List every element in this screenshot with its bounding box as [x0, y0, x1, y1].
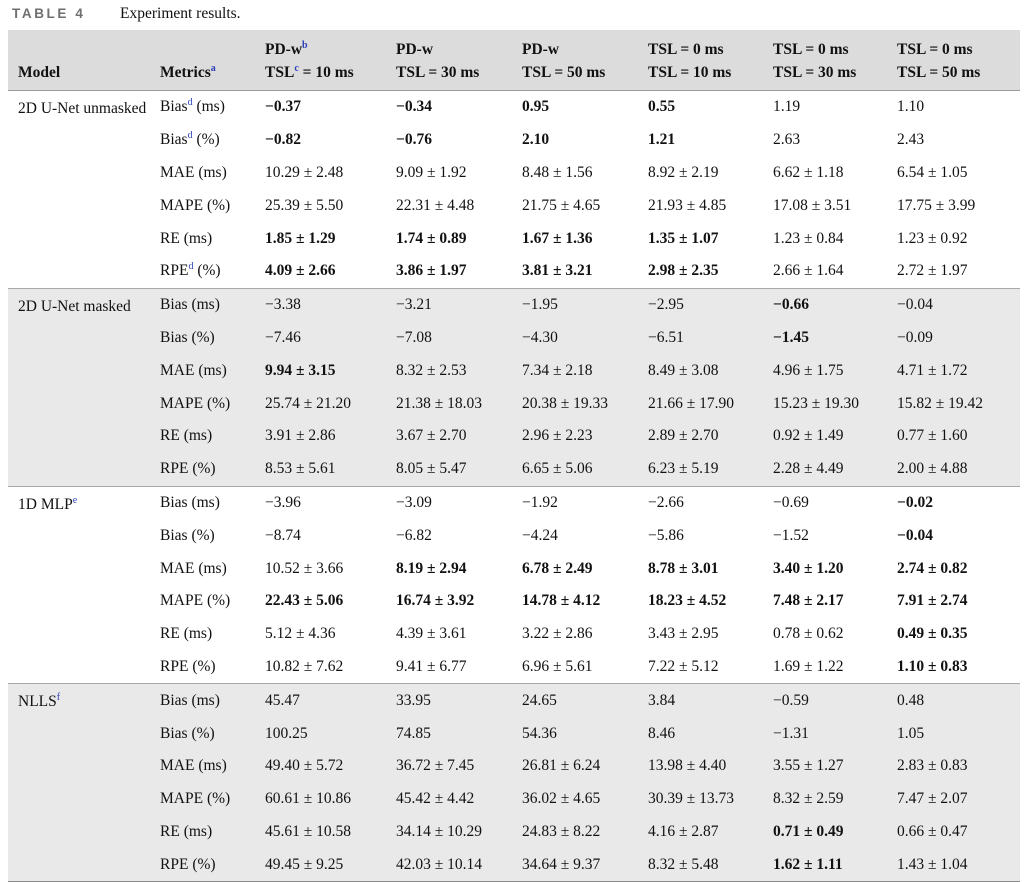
table-row	[8, 157, 1020, 190]
metric-unit: (%)	[193, 262, 221, 280]
value-cell: 4.09 ± 2.66	[265, 262, 336, 280]
value-cell: 3.40 ± 1.20	[773, 559, 844, 577]
value-cell: 10.29 ± 2.48	[265, 163, 344, 181]
value-cell: 21.66 ± 17.90	[648, 394, 735, 412]
value-cell: 30.39 ± 13.73	[648, 790, 735, 808]
value-cell: 6.62 ± 1.18	[773, 163, 844, 181]
metric-cell	[160, 222, 265, 255]
metric-unit: (ms)	[192, 98, 225, 116]
metric-name: Bias	[160, 691, 188, 709]
value-cell: 49.40 ± 5.72	[265, 757, 344, 775]
value-cell: 45.42 ± 4.42	[396, 790, 475, 808]
value-cell: 4.96 ± 1.75	[773, 361, 844, 379]
header-col5	[773, 30, 897, 91]
header-col2	[396, 30, 522, 91]
value-cell: 1.05	[897, 724, 925, 742]
value-cell: −0.34	[396, 98, 432, 116]
value-cell: 3.91 ± 2.86	[265, 427, 336, 445]
metric-cell	[160, 519, 265, 552]
metric-name: RPE	[160, 855, 189, 873]
header-metrics-label: Metrics	[160, 64, 211, 81]
value-cell: 7.91 ± 2.74	[897, 592, 968, 610]
table-row	[8, 618, 1020, 651]
model-footnote: e	[72, 494, 78, 506]
table-row	[8, 552, 1020, 585]
value-cell: −1.92	[522, 493, 558, 511]
value-cell: 8.32 ± 2.53	[396, 361, 467, 379]
value-cell: 0.78 ± 0.62	[773, 625, 844, 643]
metric-footnote: d	[187, 130, 193, 142]
value-cell: 4.16 ± 2.87	[648, 822, 719, 840]
value-cell: 1.21	[648, 131, 676, 149]
metric-name: RE	[160, 229, 180, 247]
header-model	[8, 30, 160, 91]
table-row	[8, 717, 1020, 750]
value-cell: 8.92 ± 2.19	[648, 163, 719, 181]
model-group	[8, 684, 1020, 882]
value-cell: 8.05 ± 5.47	[396, 460, 467, 478]
value-cell: 36.72 ± 7.45	[396, 757, 475, 775]
value-cell: 14.78 ± 4.12	[522, 592, 601, 610]
metric-unit: (ms)	[194, 163, 227, 181]
value-cell: −6.82	[396, 526, 432, 544]
value-cell: 18.23 ± 4.52	[648, 592, 727, 610]
table-header	[8, 30, 1020, 91]
value-cell: 7.34 ± 2.18	[522, 361, 593, 379]
value-cell: 1.23 ± 0.84	[773, 229, 844, 247]
metric-unit: (ms)	[187, 296, 220, 314]
value-cell: 2.43	[897, 131, 925, 149]
value-cell: 15.23 ± 19.30	[773, 394, 860, 412]
model-footnote: f	[56, 692, 61, 704]
metric-cell	[160, 848, 265, 881]
metric-name: MAE	[160, 757, 195, 775]
table-row	[8, 91, 1020, 124]
metric-name: RPE	[160, 460, 189, 478]
header-col6-line1: TSL = 0 ms	[897, 41, 973, 58]
header-col1	[265, 30, 396, 91]
metric-unit: (ms)	[187, 691, 220, 709]
value-cell: 0.95	[522, 98, 550, 116]
value-cell: 7.48 ± 2.17	[773, 592, 844, 610]
value-cell: 1.10	[897, 98, 925, 116]
value-cell: 15.82 ± 19.42	[897, 394, 984, 412]
model-name: NLLS	[18, 693, 57, 711]
header-col4-line1: TSL = 0 ms	[648, 41, 724, 58]
value-cell: 17.08 ± 3.51	[773, 196, 852, 214]
table-row	[8, 519, 1020, 552]
value-cell: 0.49 ± 0.35	[897, 625, 968, 643]
header-col1-line2a: TSL	[265, 64, 295, 81]
value-cell: 7.47 ± 2.07	[897, 790, 968, 808]
value-cell: 54.36	[522, 724, 557, 742]
table-caption	[12, 3, 241, 25]
value-cell: 34.14 ± 10.29	[396, 822, 483, 840]
metric-name: RPE	[160, 262, 189, 280]
metric-unit: (ms)	[179, 625, 213, 643]
table-row	[8, 420, 1020, 453]
metric-unit: (%)	[192, 131, 220, 149]
metric-name: MAPE	[160, 196, 204, 214]
metric-name: Bias	[160, 724, 188, 742]
value-cell: −5.86	[648, 526, 684, 544]
value-cell: −3.38	[265, 296, 301, 314]
model-name-cell	[8, 486, 160, 684]
model-group	[8, 486, 1020, 684]
metric-footnote: d	[187, 97, 193, 109]
metric-cell	[160, 157, 265, 190]
header-row	[8, 30, 1020, 91]
metric-cell	[160, 354, 265, 387]
value-cell: 22.43 ± 5.06	[265, 592, 344, 610]
value-cell: 6.23 ± 5.19	[648, 460, 719, 478]
value-cell: −0.66	[773, 296, 809, 314]
metric-cell	[160, 288, 265, 321]
value-cell: 26.81 ± 6.24	[522, 757, 601, 775]
value-cell: −7.46	[265, 328, 301, 346]
value-cell: 1.85 ± 1.29	[265, 229, 336, 247]
value-cell: 8.32 ± 2.59	[773, 790, 844, 808]
value-cell: 16.74 ± 3.92	[396, 592, 475, 610]
value-cell: 3.55 ± 1.27	[773, 757, 844, 775]
value-cell: −4.30	[522, 328, 558, 346]
table-row	[8, 684, 1020, 717]
header-col1-footnote-c: c	[294, 62, 299, 74]
metric-name: Bias	[160, 328, 188, 346]
header-col1-footnote-b: b	[302, 39, 308, 51]
model-name-cell	[8, 91, 160, 289]
value-cell: −6.51	[648, 328, 684, 346]
value-cell: 2.96 ± 2.23	[522, 427, 593, 445]
model-name: 2D U-Net unmasked	[18, 100, 147, 117]
metric-footnote: d	[188, 261, 194, 273]
results-table	[8, 30, 1020, 882]
header-col1-line1: PD-w	[265, 41, 303, 58]
metric-cell	[160, 486, 265, 519]
value-cell: −3.09	[396, 493, 432, 511]
header-col5-line2: TSL = 30 ms	[773, 64, 857, 81]
value-cell: 24.83 ± 8.22	[522, 822, 601, 840]
value-cell: −7.08	[396, 328, 432, 346]
value-cell: 2.72 ± 1.97	[897, 262, 968, 280]
table-title: Experiment results.	[120, 5, 241, 22]
metric-name: Bias	[160, 526, 188, 544]
value-cell: 9.09 ± 1.92	[396, 163, 467, 181]
value-cell: −0.82	[265, 131, 301, 149]
metric-cell	[160, 420, 265, 453]
metric-cell	[160, 189, 265, 222]
value-cell: 3.81 ± 3.21	[522, 262, 593, 280]
value-cell: 1.67 ± 1.36	[522, 229, 593, 247]
metric-cell	[160, 717, 265, 750]
value-cell: 45.61 ± 10.58	[265, 822, 352, 840]
value-cell: 3.43 ± 2.95	[648, 625, 719, 643]
metric-name: MAE	[160, 559, 195, 577]
value-cell: 42.03 ± 10.14	[396, 855, 483, 873]
metric-cell	[160, 750, 265, 783]
metric-name: Bias	[160, 296, 188, 314]
value-cell: −0.04	[897, 526, 933, 544]
table-row	[8, 255, 1020, 288]
value-cell: 0.92 ± 1.49	[773, 427, 844, 445]
value-cell: 45.47	[265, 691, 300, 709]
value-cell: 60.61 ± 10.86	[265, 790, 352, 808]
value-cell: 2.10	[522, 131, 550, 149]
metric-cell	[160, 322, 265, 355]
value-cell: 3.22 ± 2.86	[522, 625, 593, 643]
metric-unit: (%)	[188, 460, 216, 478]
table-row	[8, 124, 1020, 157]
value-cell: 21.75 ± 4.65	[522, 196, 601, 214]
value-cell: 2.00 ± 4.88	[897, 460, 968, 478]
value-cell: 17.75 ± 3.99	[897, 196, 976, 214]
value-cell: 100.25	[265, 724, 308, 742]
value-cell: 3.67 ± 2.70	[396, 427, 467, 445]
value-cell: 25.74 ± 21.20	[265, 394, 352, 412]
value-cell: 1.62 ± 1.11	[773, 855, 843, 873]
metric-name: Bias	[160, 493, 188, 511]
value-cell: −4.24	[522, 526, 558, 544]
header-col4	[648, 30, 773, 91]
metric-name: RE	[160, 822, 180, 840]
value-cell: 33.95	[396, 691, 431, 709]
value-cell: −0.02	[897, 493, 933, 511]
header-col5-line1: TSL = 0 ms	[773, 41, 849, 58]
table-row	[8, 750, 1020, 783]
metric-unit: (%)	[188, 657, 216, 675]
table-row	[8, 651, 1020, 684]
metric-unit: (%)	[187, 724, 215, 742]
value-cell: 6.78 ± 2.49	[522, 559, 593, 577]
value-cell: 24.65	[522, 691, 557, 709]
value-cell: 74.85	[396, 724, 431, 742]
metric-unit: (%)	[187, 526, 215, 544]
value-cell: 2.89 ± 2.70	[648, 427, 719, 445]
metric-name: Bias	[160, 98, 188, 116]
metric-cell	[160, 124, 265, 157]
metric-cell	[160, 816, 265, 849]
header-metrics	[160, 30, 265, 91]
metric-cell	[160, 255, 265, 288]
value-cell: −1.52	[773, 526, 809, 544]
metric-unit: (ms)	[187, 493, 220, 511]
table-row	[8, 783, 1020, 816]
table-row	[8, 288, 1020, 321]
value-cell: 7.22 ± 5.12	[648, 657, 719, 675]
value-cell: 1.69 ± 1.22	[773, 657, 844, 675]
value-cell: 8.46	[648, 724, 676, 742]
metric-cell	[160, 387, 265, 420]
table-label: TABLE 4	[12, 6, 86, 21]
metric-unit: (ms)	[194, 757, 227, 775]
value-cell: −0.76	[396, 131, 432, 149]
value-cell: 1.19	[773, 98, 801, 116]
table-row	[8, 486, 1020, 519]
table-row	[8, 816, 1020, 849]
value-cell: −0.09	[897, 328, 933, 346]
value-cell: 21.93 ± 4.85	[648, 196, 727, 214]
value-cell: 3.86 ± 1.97	[396, 262, 467, 280]
value-cell: 1.10 ± 0.83	[897, 657, 968, 675]
table-row	[8, 585, 1020, 618]
value-cell: 8.19 ± 2.94	[396, 559, 467, 577]
value-cell: 8.53 ± 5.61	[265, 460, 336, 478]
metric-cell	[160, 453, 265, 486]
metric-unit: (%)	[203, 790, 231, 808]
value-cell: 3.84	[648, 691, 676, 709]
value-cell: 0.71 ± 0.49	[773, 822, 844, 840]
header-col2-line2: TSL = 30 ms	[396, 64, 480, 81]
value-cell: 2.98 ± 2.35	[648, 262, 719, 280]
value-cell: 21.38 ± 18.03	[396, 394, 483, 412]
table-row	[8, 189, 1020, 222]
value-cell: 4.39 ± 3.61	[396, 625, 467, 643]
value-cell: 8.78 ± 3.01	[648, 559, 719, 577]
value-cell: 8.48 ± 1.56	[522, 163, 593, 181]
value-cell: 8.32 ± 5.48	[648, 855, 719, 873]
table-row	[8, 222, 1020, 255]
header-col6	[897, 30, 1020, 91]
table-row	[8, 453, 1020, 486]
value-cell: −2.95	[648, 296, 684, 314]
model-group	[8, 91, 1020, 289]
metric-name: RPE	[160, 657, 189, 675]
metric-unit: (ms)	[179, 229, 213, 247]
table-row	[8, 848, 1020, 881]
value-cell: 10.52 ± 3.66	[265, 559, 344, 577]
header-col3	[522, 30, 648, 91]
header-col4-line2: TSL = 10 ms	[648, 64, 732, 81]
value-cell: 0.77 ± 1.60	[897, 427, 968, 445]
value-cell: 2.83 ± 0.83	[897, 757, 968, 775]
metric-cell	[160, 651, 265, 684]
metric-unit: (ms)	[194, 559, 227, 577]
value-cell: 4.71 ± 1.72	[897, 361, 968, 379]
metric-unit: (ms)	[179, 822, 213, 840]
metric-unit: (%)	[203, 592, 231, 610]
metric-cell	[160, 552, 265, 585]
value-cell: 2.28 ± 4.49	[773, 460, 844, 478]
metric-name: MAPE	[160, 394, 204, 412]
value-cell: 2.74 ± 0.82	[897, 559, 968, 577]
value-cell: 10.82 ± 7.62	[265, 657, 344, 675]
value-cell: 1.74 ± 0.89	[396, 229, 467, 247]
header-model-label: Model	[18, 64, 61, 81]
value-cell: 1.35 ± 1.07	[648, 229, 719, 247]
metric-unit: (%)	[187, 328, 215, 346]
value-cell: 1.43 ± 1.04	[897, 855, 968, 873]
metric-cell	[160, 684, 265, 717]
value-cell: −3.21	[396, 296, 432, 314]
value-cell: 0.48	[897, 691, 925, 709]
metric-unit: (%)	[203, 394, 231, 412]
metric-name: MAE	[160, 163, 195, 181]
model-name-cell	[8, 684, 160, 882]
value-cell: −0.59	[773, 691, 809, 709]
table-row	[8, 387, 1020, 420]
metric-unit: (%)	[188, 855, 216, 873]
value-cell: 36.02 ± 4.65	[522, 790, 601, 808]
value-cell: 20.38 ± 19.33	[522, 394, 609, 412]
model-name-cell	[8, 288, 160, 486]
value-cell: −0.69	[773, 493, 809, 511]
metric-unit: (ms)	[179, 427, 213, 445]
value-cell: 8.49 ± 3.08	[648, 361, 719, 379]
metric-name: MAPE	[160, 790, 204, 808]
value-cell: −1.95	[522, 296, 558, 314]
value-cell: −3.96	[265, 493, 301, 511]
value-cell: 1.23 ± 0.92	[897, 229, 968, 247]
metric-name: MAE	[160, 361, 195, 379]
value-cell: −0.04	[897, 296, 933, 314]
value-cell: 6.54 ± 1.05	[897, 163, 968, 181]
metric-name: MAPE	[160, 592, 204, 610]
model-group	[8, 288, 1020, 486]
value-cell: −8.74	[265, 526, 301, 544]
value-cell: 5.12 ± 4.36	[265, 625, 336, 643]
value-cell: 9.41 ± 6.77	[396, 657, 467, 675]
header-col3-line2: TSL = 50 ms	[522, 64, 606, 81]
value-cell: 22.31 ± 4.48	[396, 196, 475, 214]
header-col3-line1: PD-w	[522, 41, 560, 58]
value-cell: 6.96 ± 5.61	[522, 657, 593, 675]
header-metrics-footnote: a	[210, 62, 216, 74]
model-name: 1D MLP	[18, 495, 73, 513]
value-cell: −1.45	[773, 328, 809, 346]
value-cell: 49.45 ± 9.25	[265, 855, 344, 873]
value-cell: 6.65 ± 5.06	[522, 460, 593, 478]
metric-unit: (ms)	[194, 361, 227, 379]
header-col1-line2b: = 10 ms	[298, 64, 354, 81]
metric-name: Bias	[160, 131, 188, 149]
value-cell: 25.39 ± 5.50	[265, 196, 344, 214]
value-cell: 13.98 ± 4.40	[648, 757, 727, 775]
value-cell: 0.55	[648, 98, 676, 116]
metric-cell	[160, 91, 265, 124]
model-name: 2D U-Net masked	[18, 297, 131, 315]
value-cell: 0.66 ± 0.47	[897, 822, 968, 840]
metric-name: RE	[160, 625, 180, 643]
header-col6-line2: TSL = 50 ms	[897, 64, 981, 81]
value-cell: 2.66 ± 1.64	[773, 262, 844, 280]
value-cell: −0.37	[265, 98, 301, 116]
value-cell: 34.64 ± 9.37	[522, 855, 601, 873]
metric-cell	[160, 585, 265, 618]
value-cell: −1.31	[773, 724, 809, 742]
value-cell: −2.66	[648, 493, 684, 511]
value-cell: 2.63	[773, 131, 801, 149]
metric-cell	[160, 618, 265, 651]
table-row	[8, 354, 1020, 387]
metric-unit: (%)	[203, 196, 231, 214]
metric-cell	[160, 783, 265, 816]
value-cell: 9.94 ± 3.15	[265, 361, 336, 379]
metric-name: RE	[160, 427, 180, 445]
header-col2-line1: PD-w	[396, 41, 434, 58]
table-row	[8, 322, 1020, 355]
